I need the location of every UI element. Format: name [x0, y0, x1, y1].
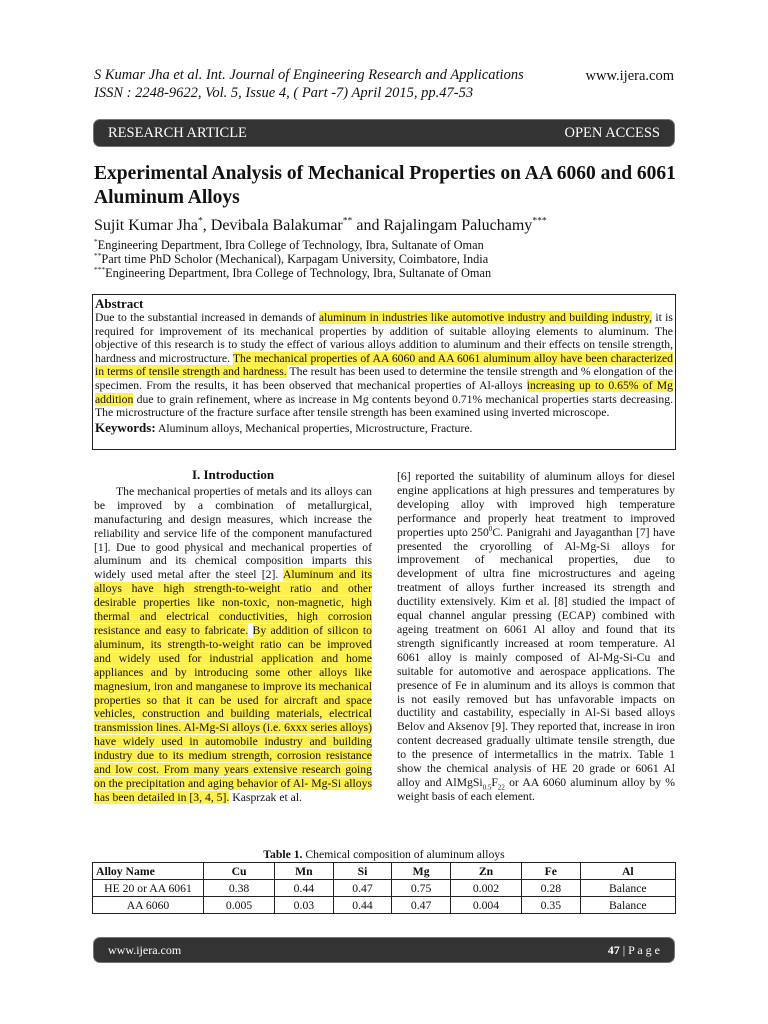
degree-sup: 0 — [488, 524, 493, 533]
introduction-column — [94, 468, 372, 805]
table-cell: 0.44 — [333, 897, 392, 914]
abstract-highlight-2: The mechanical properties of AA 6060 and AA 6061 aluminum alloy have been characterized in terms of tensile strength and hardness. — [95, 351, 673, 379]
author-3: Rajalingam Paluchamy — [383, 217, 533, 234]
author-2: Devibala Balakumar — [210, 217, 343, 234]
right-column — [397, 470, 675, 804]
citation-line-2: ISSN : 2248-9622, Vol. 5, Issue 4, ( Part -7) April 2015, pp.47-53 — [94, 85, 474, 101]
table-cell: 0.35 — [522, 897, 581, 914]
author-sep-1: , — [202, 217, 211, 234]
author-list — [94, 217, 547, 235]
table-cell: 0.75 — [392, 880, 451, 897]
page-number-value: 47 — [607, 942, 620, 957]
page-label: | P a g e — [619, 942, 660, 957]
table-header-cell: Mn — [275, 863, 334, 880]
intro-text-1: The mechanical properties of metals and its alloys can be improved by a combination of metallurgical, manufacturing and design measures, which increase the reliability and service life of the component manufactured [1]. Due to good physical and mechanical properties of aluminum and its chemical composition imparts this widely used metal after the steel [2]. — [94, 484, 372, 582]
table-cell: Balance — [580, 880, 675, 897]
table-header-cell: Cu — [204, 863, 275, 880]
formula-f: F — [491, 775, 498, 789]
table-cell: 0.002 — [450, 880, 521, 897]
table-cell: 0.47 — [392, 897, 451, 914]
table-cell: 0.004 — [450, 897, 521, 914]
table-header-cell: Al — [580, 863, 675, 880]
composition-table — [92, 862, 676, 914]
right-text-3: or AA 6060 aluminum alloy by % weight basis of each element. — [397, 775, 675, 803]
intro-highlight-1: Aluminum and its alloys have high strength-to-weight ratio and other desirable properties like non-toxic, non-magnetic, high thermal and electrical conductivities, high corrosion resistance and easy to fabricate. — [94, 568, 372, 637]
abstract-text-3: The result has been used to determine the tensile strength and % elongation of the specimen. From the results, it has been observed that mechanical properties of Al-alloys — [95, 365, 673, 392]
table-caption-label: Table 1. — [263, 848, 303, 861]
affiliation-3-mark: *** — [94, 264, 106, 274]
introduction-paragraph — [94, 485, 372, 805]
table-cell: 0.44 — [275, 880, 334, 897]
intro-space — [248, 624, 252, 637]
page-number — [608, 943, 660, 958]
affiliation-3 — [94, 266, 674, 280]
open-access-label: OPEN ACCESS — [564, 124, 660, 141]
paper-title: Experimental Analysis of Mechanical Properties on AA 6060 and 6061 Aluminum Alloys — [94, 163, 676, 208]
author-2-mark: ** — [342, 215, 353, 227]
footer-url[interactable]: www.ijera.com — [108, 942, 182, 957]
table-cell: Balance — [580, 897, 675, 914]
abstract-text-4: due to grain refinement, where as increase in Mg contents beyond 0.71% mechanical properties starts decreasing. The microstructure of the fracture surface after tensile strength has been examined using inverted microscope. — [95, 392, 673, 420]
table-cell: 0.28 — [522, 880, 581, 897]
affiliation-1 — [94, 238, 674, 252]
affiliation-1-text: Engineering Department, Ibra College of Technology, Ibra, Sultanate of Oman — [97, 238, 484, 252]
intro-text-2: Kasprzak et al. — [229, 790, 303, 804]
affiliation-2-text: Part time PhD Scholor (Mechanical), Karpagam University, Coimbatore, India — [101, 252, 489, 266]
table-header-cell: Fe — [522, 863, 581, 880]
intro-highlight-2: By addition of silicon to aluminum, its strength-to-weight ratio can be improved and widely used for industrial application and home appliances and by introducing some other alloys like magnesium, iron and manganese to improve its mechanical properties so that it can be used for aircraft and space vehicles, construction and building materials, electrical transmission lines. Al-Mg-Si alloys (i.e. 6xxx series alloys) have widely used in automobile industry and building industry due to its medium strength, corrosion resistance and low cost. From many years extensive research going on the precipitation and aging behavior of Al- Mg-Si alloys has been detailed in [3, 4, 5]. — [94, 623, 373, 804]
keywords — [95, 421, 673, 436]
author-1: Sujit Kumar Jha — [94, 217, 198, 234]
keywords-label: Keywords: — [95, 419, 156, 435]
table-row — [93, 880, 676, 897]
header-url[interactable]: www.ijera.com — [585, 68, 674, 84]
table-cell: 0.38 — [204, 880, 275, 897]
abstract-box — [92, 294, 676, 450]
page-footer — [94, 938, 674, 962]
affiliation-2 — [94, 252, 674, 266]
table-cell: AA 6060 — [93, 897, 204, 914]
right-text-2: C. Panigrahi and Jayaganthan [7] have presented the cryorolling of Al-Mg-Si alloys for improvement of mechanical properties, due to development of ultra fine microstructures and ageing treatment of alloys further increased its strength and ductility extensively. Kim et al. [8] studied the impact of equal channel angular pressing (ECAP) combined with ageing treatment on 6061 Al alloy and found that its strength significantly increased at room temperature. Al 6061 alloy is mainly composed of Al-Mg-Si-Cu and suitable for automotive and aerospace applications. The presence of Fe in aluminum and its alloys is common that is not easily removed but has unfavorable impacts on ductility and castability, especially in Al-Si based alloys Belov and Aksenov [9]. They reported that, increase in iron content decreased gradually ultimate tensile strength, due to the presence of intermetallics in the matrix. Table 1 show the chemical analysis of HE 20 grade or 6061 Al alloy and AlMgSi — [397, 525, 676, 789]
table-cell: 0.03 — [275, 897, 334, 914]
section-heading: I. Introduction — [191, 467, 275, 482]
abstract-text-1: Due to the substantial increased in demands of — [95, 311, 319, 324]
formula-sub-2: 22 — [497, 783, 505, 792]
research-article-label: RESEARCH ARTICLE — [108, 124, 247, 141]
formula-sub-1: 0.5 — [482, 783, 492, 792]
author-1-mark: * — [198, 215, 203, 227]
affiliation-3-text: Engineering Department, Ibra College of Technology, Ibra, Sultanate of Oman — [105, 266, 492, 280]
abstract-highlight-1: aluminum in industries like automotive industry and building industry, — [318, 311, 653, 324]
right-text-1: [6] reported the suitability of aluminum alloys for diesel engine applications at high pressures and temperatures by developing alloy with improved high temperature performance and properly heat treatment to improved properties upto 250 — [397, 470, 675, 539]
table-cell: 0.005 — [204, 897, 275, 914]
journal-citation — [94, 66, 574, 102]
table-header-cell: Si — [333, 863, 392, 880]
right-column-paragraph — [397, 470, 675, 804]
author-sep-2: and — [352, 217, 384, 234]
table-row — [93, 897, 676, 914]
author-3-mark: *** — [532, 215, 547, 227]
table-cell: 0.47 — [333, 880, 392, 897]
affiliation-1-mark: * — [94, 236, 98, 246]
affiliations — [94, 238, 674, 280]
citation-line-1: S Kumar Jha et al. Int. Journal of Engineering Research and Applications — [94, 67, 524, 83]
keywords-list: Aluminum alloys, Mechanical properties, Microstructure, Fracture. — [155, 421, 473, 435]
table-header-cell: Alloy Name — [93, 863, 204, 880]
table-caption — [94, 848, 674, 861]
abstract-text — [95, 311, 673, 420]
affiliation-2-mark: ** — [94, 250, 102, 260]
abstract-heading: Abstract — [95, 296, 144, 311]
table-caption-text: Chemical composition of aluminum alloys — [302, 848, 505, 861]
table-header-row — [93, 863, 676, 880]
article-type-banner — [94, 120, 674, 146]
table-cell: HE 20 or AA 6061 — [93, 880, 204, 897]
abstract-text-2: it is required for improvement of its mechanical properties by addition of suitable alloying elements to aluminum. The objective of this research is to study the effect of various alloys addition to aluminum and their effects on tensile strength, hardness and microstructure. — [95, 311, 673, 365]
table-header-cell: Zn — [450, 863, 521, 880]
abstract-highlight-3: increasing up to 0.65% of Mg addition — [95, 378, 673, 406]
table-header-cell: Mg — [392, 863, 451, 880]
